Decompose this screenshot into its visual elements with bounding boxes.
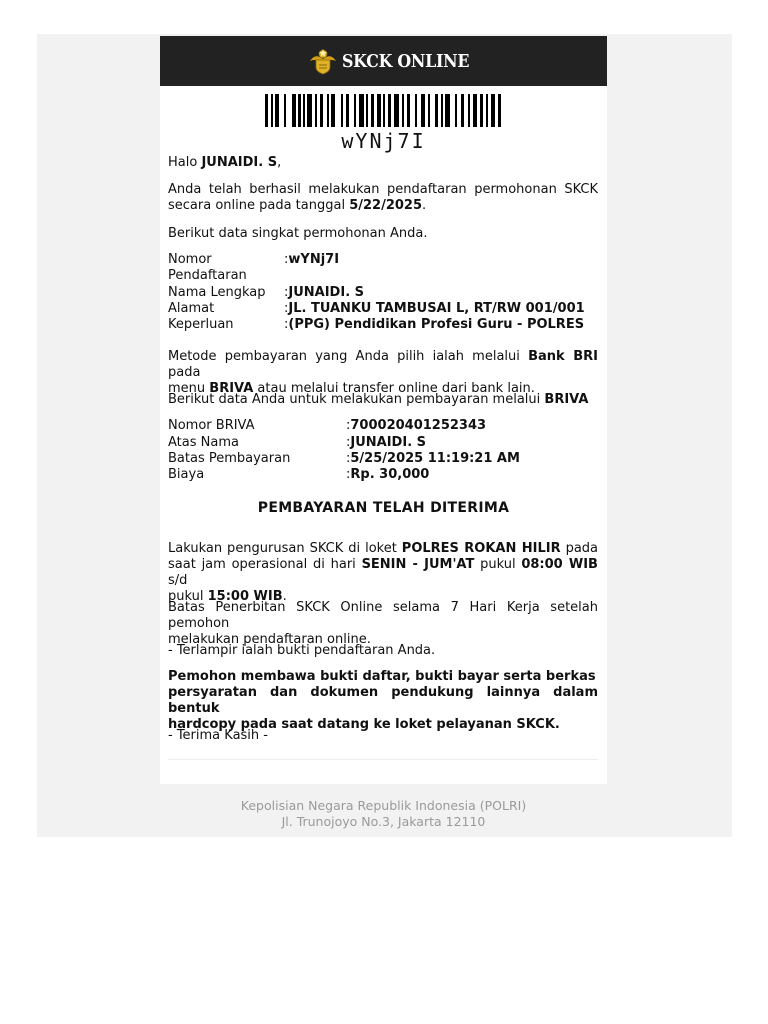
- registration-barcode: [265, 94, 502, 127]
- operating-days: SENIN - JUM'AT: [361, 557, 475, 572]
- label-keperluan: Keperluan: [168, 317, 234, 332]
- label-atas-nama: Atas Nama: [168, 435, 239, 450]
- value-atas-nama: :JUNAIDI. S: [346, 435, 427, 450]
- requirements-paragraph: Pemohon membawa bukti daftar, bukti bayar serta berkas persyaratan dan dokumen pendukung lainnya dalam bentuk hardcopy pada saat datang ke loket pelayanan SKCK.: [168, 669, 598, 732]
- footer-address: Jl. Trunojoyo No.3, Jakarta 12110: [281, 814, 486, 829]
- footer-organization: Kepolisian Negara Republik Indonesia (POLRI): [240, 798, 527, 813]
- opening-time: 08:00 WIB: [521, 557, 598, 572]
- registration-date: 5/22/2025: [349, 198, 423, 213]
- attachment-note: - Terlampir ialah bukti pendaftaran Anda.: [168, 643, 436, 658]
- payment-method-paragraph: Metode pembayaran yang Anda pilih ialah melalui Bank BRI pada menu BRIVA atau melalui transfer online dari bank lain.: [168, 349, 598, 396]
- label-batas-pembayaran: Batas Pembayaran: [168, 451, 291, 466]
- value-alamat: :JL. TUANKU TAMBUSAI L, RT/RW 001/001: [284, 301, 585, 316]
- value-biaya: :Rp. 30,000: [346, 467, 430, 482]
- greeting: Halo JUNAIDI. S,: [168, 155, 282, 170]
- bank-name: Bank BRI: [528, 349, 598, 364]
- value-batas-pembayaran: :5/25/2025 11:19:21 AM: [346, 451, 520, 466]
- label-nomor-briva: Nomor BRIVA: [168, 418, 255, 433]
- summary-intro: Berikut data singkat permohonan Anda.: [168, 226, 428, 241]
- applicant-name: JUNAIDI. S: [201, 155, 278, 170]
- police-emblem-icon: [308, 47, 338, 75]
- payment-status-title: PEMBAYARAN TELAH DITERIMA: [257, 500, 510, 516]
- closing-time: 15:00 WIB: [207, 589, 283, 604]
- header-bar: [160, 36, 607, 86]
- label-alamat: Alamat: [168, 301, 215, 316]
- office-instructions: Lakukan pengurusan SKCK di loket POLRES ROKAN HILIR pada saat jam operasional di hari SENIN - JUM'AT pukul 08:00 WIB s/d pukul 15:00 WIB.: [168, 541, 599, 604]
- payment-intro: Berikut data Anda untuk melakukan pembayaran melalui BRIVA: [168, 392, 589, 407]
- barcode-code: wYNj7I: [341, 129, 426, 153]
- label-biaya: Biaya: [168, 467, 205, 482]
- value-keperluan: :(PPG) Pendidikan Profesi Guru - POLRES: [284, 317, 585, 332]
- briva-menu: BRIVA: [209, 381, 254, 396]
- value-nama-lengkap: :JUNAIDI. S: [284, 285, 365, 300]
- label-nomor-pendaftaran: Nomor Pendaftaran: [168, 252, 247, 283]
- divider: [168, 759, 598, 760]
- label-nama-lengkap: Nama Lengkap: [168, 285, 266, 300]
- value-nomor-briva: :700020401252343: [346, 418, 487, 433]
- police-station: POLRES ROKAN HILIR: [401, 541, 561, 556]
- brand-name: SKCK ONLINE: [342, 50, 470, 72]
- intro-paragraph: Anda telah berhasil melakukan pendaftaran permohonan SKCK secara online pada tanggal 5/22/2025.: [168, 182, 598, 213]
- closing-line: - Terima Kasih -: [168, 728, 268, 743]
- brand-logo: [308, 45, 486, 77]
- value-nomor-pendaftaran: :wYNj7I: [284, 252, 340, 267]
- deadline-paragraph: Batas Penerbitan SKCK Online selama 7 Hari Kerja setelah pemohon melakukan pendaftaran online.: [168, 600, 598, 647]
